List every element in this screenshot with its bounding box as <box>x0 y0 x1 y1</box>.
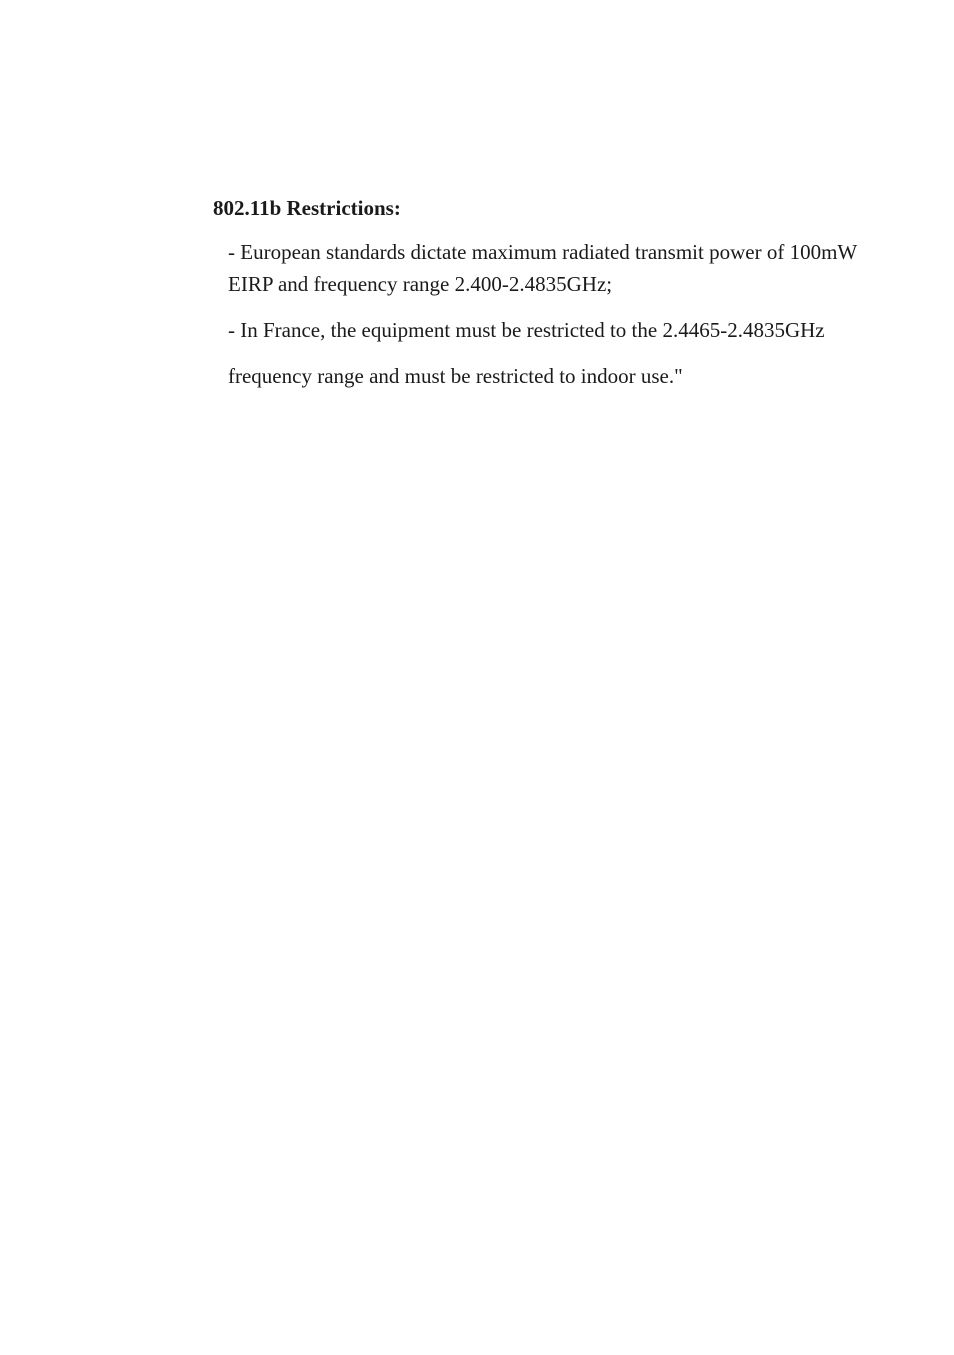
paragraph-france-restriction <box>228 314 825 346</box>
text-line: frequency range and must be restricted to indoor use." <box>228 364 683 388</box>
text-line: - In France, the equipment must be restricted to the 2.4465-2.4835GHz <box>228 318 825 342</box>
paragraph-indoor-use <box>228 360 683 392</box>
text-line: EIRP and frequency range 2.400-2.4835GHz; <box>228 272 613 296</box>
section-heading: 802.11b Restrictions: <box>213 196 401 220</box>
text-line: - European standards dictate maximum radiated transmit power of 100mW <box>228 240 858 264</box>
paragraph-european-standards <box>228 236 857 300</box>
